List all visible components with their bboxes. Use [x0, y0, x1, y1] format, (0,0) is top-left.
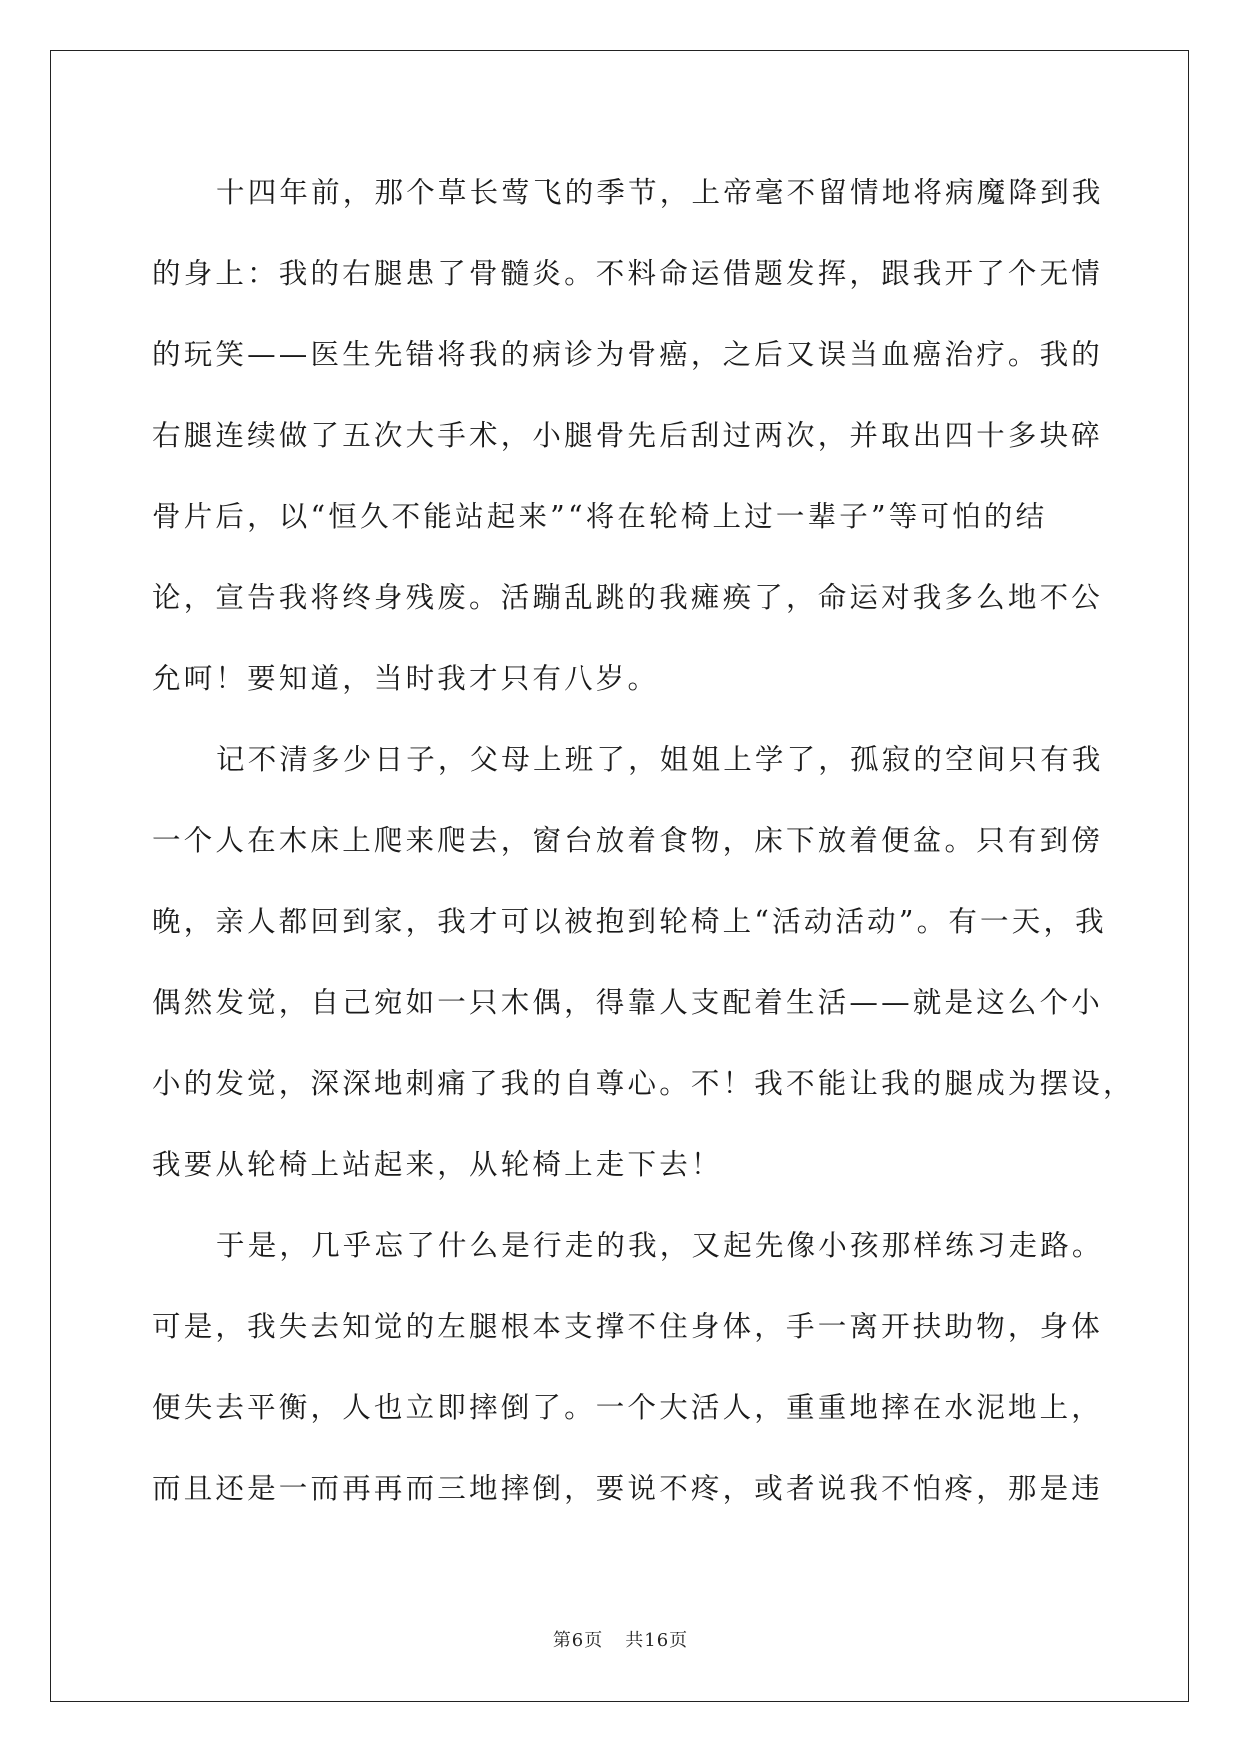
paragraph-3-line-1: 于是，几乎忘了什么是行走的我，又起先像小孩那样练习走路。: [216, 1229, 1104, 1262]
paragraph-1-line-4: 右腿连续做了五次大手术，小腿骨先后刮过两次，并取出四十多块碎: [152, 419, 1104, 452]
document-body: [152, 152, 1135, 1529]
paragraph-2-line-1: 记不清多少日子，父母上班了，姐姐上学了，孤寂的空间只有我: [216, 743, 1104, 776]
paragraph-1-line-7: 允呵！要知道，当时我才只有八岁。: [152, 662, 660, 695]
paragraph-1-line-3: 的玩笑——医生先错将我的病诊为骨癌，之后又误当血癌治疗。我的: [152, 338, 1104, 371]
paragraph-2-line-5: 小的发觉，深深地刺痛了我的自尊心。不！我不能让我的腿成为摆设，: [152, 1067, 1135, 1100]
paragraph-1-line-6: 论，宣告我将终身残废。活蹦乱跳的我瘫痪了，命运对我多么地不公: [152, 581, 1104, 614]
paragraph-3-line-3: 便失去平衡，人也立即摔倒了。一个大活人，重重地摔在水泥地上，: [152, 1391, 1104, 1424]
page-number: 第6页: [552, 1630, 604, 1651]
page-footer: [0, 1626, 1241, 1652]
paragraph-3-line-4: 而且还是一而再再而三地摔倒，要说不疼，或者说我不怕疼，那是违: [152, 1472, 1104, 1505]
paragraph-1-line-5: 骨片后，以“恒久不能站起来”“将在轮椅上过一辈子”等可怕的结: [152, 500, 1048, 533]
paragraph-3-line-2: 可是，我失去知觉的左腿根本支撑不住身体，手一离开扶助物，身体: [152, 1310, 1104, 1343]
page-total: 共16页: [625, 1630, 689, 1651]
paragraph-2-line-6: 我要从轮椅上站起来，从轮椅上走下去！: [152, 1148, 723, 1181]
paragraph-2-line-4: 偶然发觉，自己宛如一只木偶，得靠人支配着生活——就是这么个小: [152, 986, 1104, 1019]
paragraph-1-line-1: 十四年前，那个草长莺飞的季节，上帝毫不留情地将病魔降到我: [216, 176, 1104, 209]
paragraph-2-line-3: 晚，亲人都回到家，我才可以被抱到轮椅上“活动活动”。有一天，我: [152, 905, 1107, 938]
paragraph-2-line-2: 一个人在木床上爬来爬去，窗台放着食物，床下放着便盆。只有到傍: [152, 824, 1104, 857]
paragraph-1-line-2: 的身上：我的右腿患了骨髓炎。不料命运借题发挥，跟我开了个无情: [152, 257, 1104, 290]
